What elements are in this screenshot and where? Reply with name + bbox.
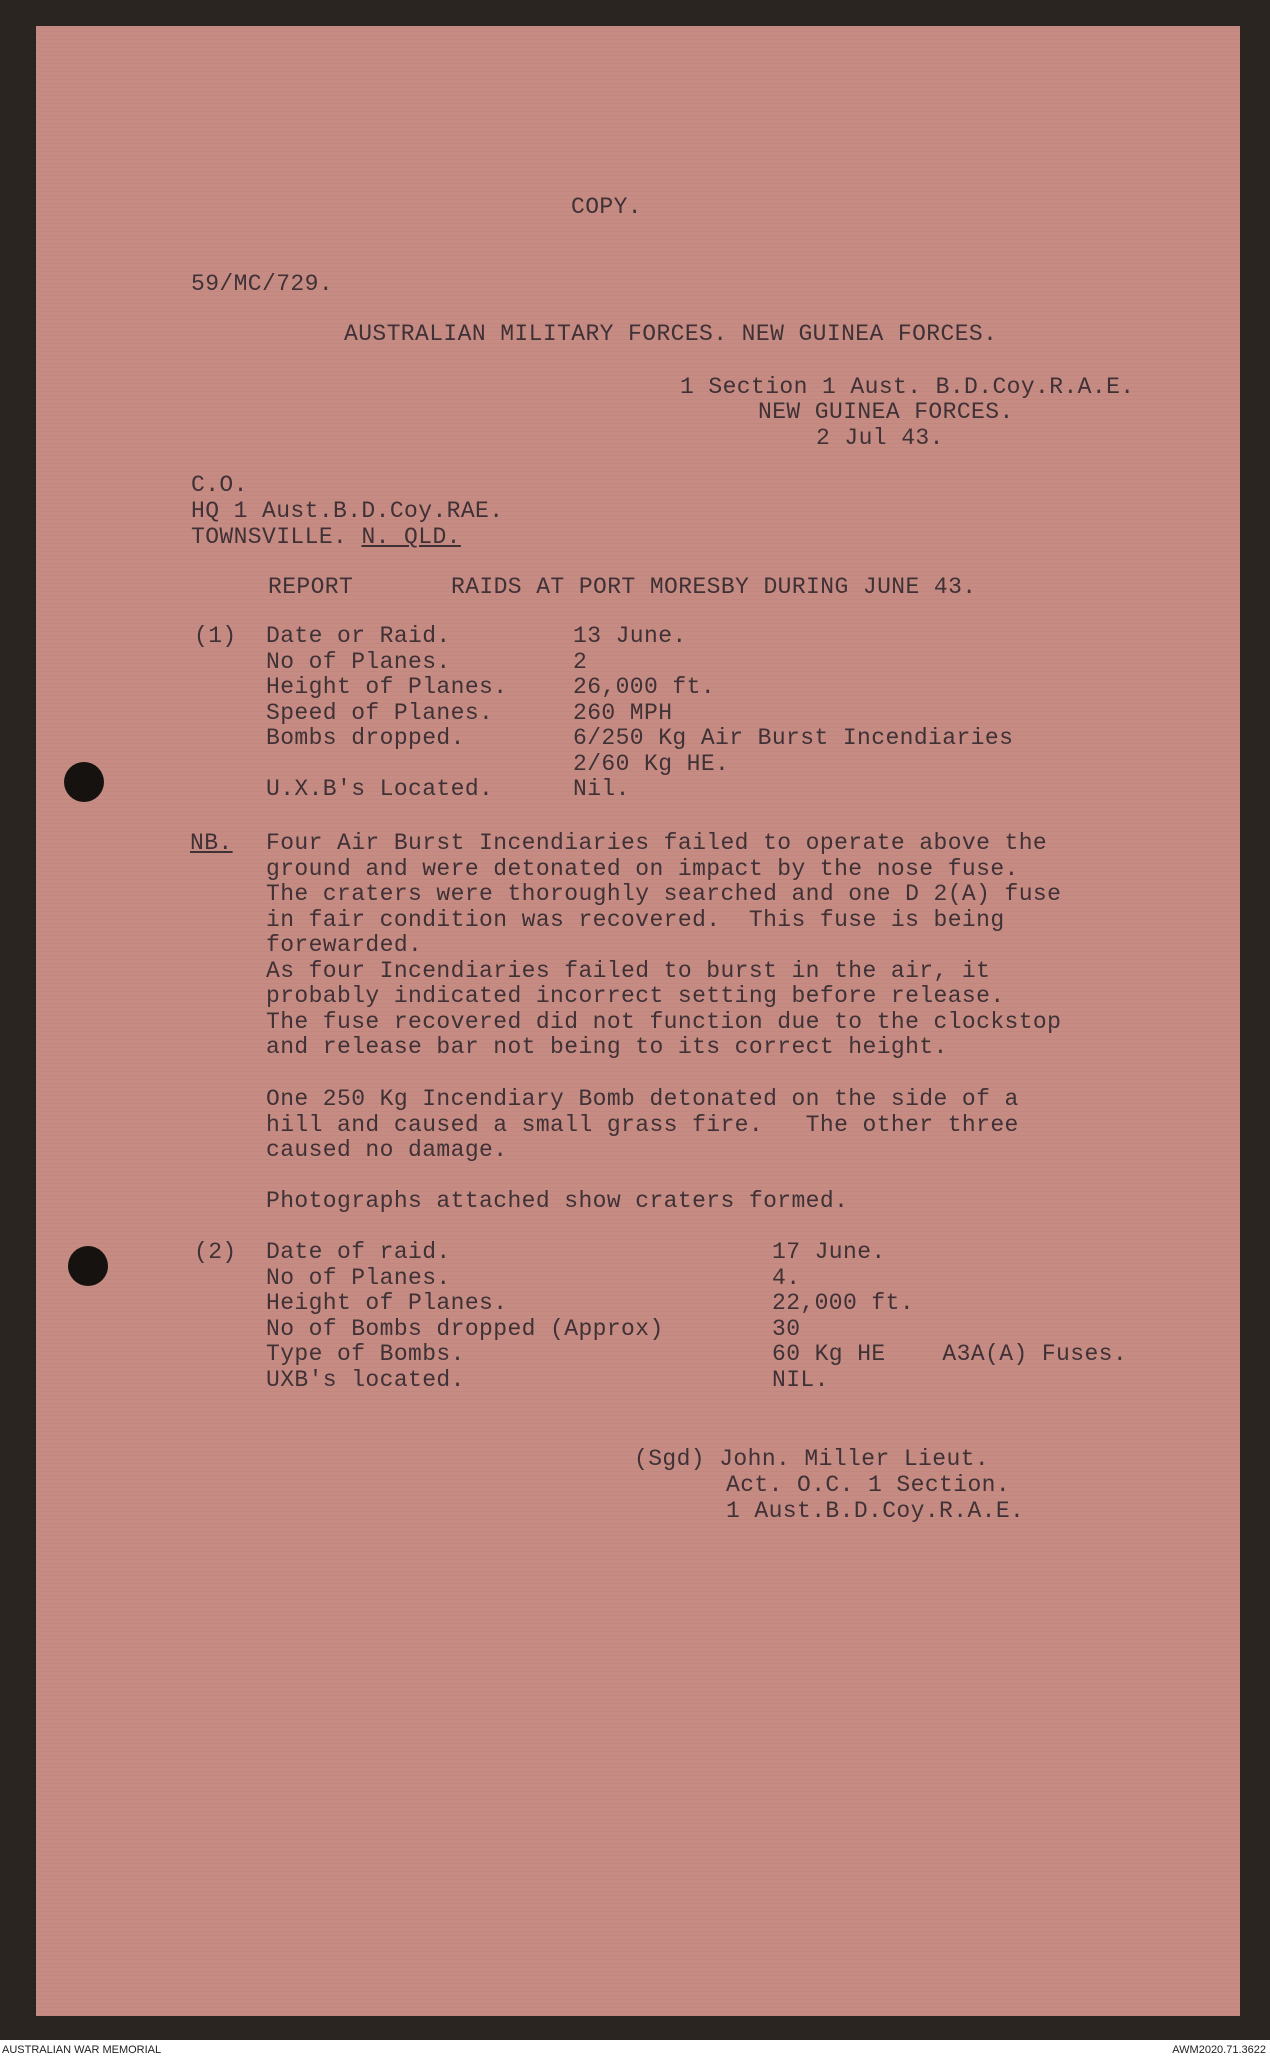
addressee-line-1: C.O. xyxy=(191,472,248,498)
raid-1-value: Nil. xyxy=(573,776,630,802)
footer-institution: AUSTRALIAN WAR MEMORIAL xyxy=(2,2044,162,2056)
nb-line: As four Incendiaries failed to burst in the air, it xyxy=(266,957,991,984)
nb-line: One 250 Kg Incendiary Bomb detonated on the side of a xyxy=(266,1086,1019,1112)
nb-line: forewarded. xyxy=(266,932,423,958)
raid-1-value: 2 xyxy=(573,648,588,675)
report-label: REPORT xyxy=(268,574,354,600)
nb-line: and release bar not being to its correct height. xyxy=(266,1034,948,1060)
report-subject: RAIDS AT PORT MORESBY DURING JUNE 43. xyxy=(451,574,977,600)
raid-2-label: Height of Planes. xyxy=(266,1290,508,1316)
addressee-line-2: HQ 1 Aust.B.D.Coy.RAE. xyxy=(191,498,504,524)
raid-2-label: No of Planes. xyxy=(266,1264,451,1291)
nb-line: hill and caused a small grass fire. The other three xyxy=(266,1111,1019,1138)
document-sheet xyxy=(36,26,1240,2016)
raid-1-value: 26,000 ft. xyxy=(573,674,716,700)
copy-mark: COPY. xyxy=(571,194,643,220)
signature-name: (Sgd) John. Miller Lieut. xyxy=(634,1446,990,1472)
raid-2-value: 4. xyxy=(772,1264,801,1291)
raid-2-label: No of Bombs dropped (Approx) xyxy=(266,1315,664,1342)
nb-line: in fair condition was recovered. This fuse is being xyxy=(266,906,1005,933)
raid-1-label: Speed of Planes. xyxy=(266,699,494,726)
raid-1-number: (1) xyxy=(194,623,237,649)
raid-1-label: Date or Raid. xyxy=(266,623,451,649)
raid-2-value: 22,000 ft. xyxy=(772,1290,915,1316)
nb-label: NB. xyxy=(190,830,233,856)
signature-title: Act. O.C. 1 Section. xyxy=(726,1472,1011,1498)
footer-catalogue-number: AWM2020.71.3622 xyxy=(1172,2044,1266,2056)
raid-1-value: 13 June. xyxy=(573,623,687,649)
punch-hole-top xyxy=(64,762,104,802)
nb-line: probably indicated incorrect setting before release. xyxy=(266,983,1005,1009)
raid-2-label: Date of raid. xyxy=(266,1239,451,1265)
file-reference: 59/MC/729. xyxy=(191,271,334,297)
raid-2-number: (2) xyxy=(194,1239,237,1265)
raid-1-label: Height of Planes. xyxy=(266,674,508,700)
nb-line: caused no damage. xyxy=(266,1137,508,1163)
signature-unit: 1 Aust.B.D.Coy.R.A.E. xyxy=(726,1498,1025,1524)
nb-line: The fuse recovered did not function due to the clockstop xyxy=(266,1008,1062,1035)
document-heading: AUSTRALIAN MILITARY FORCES. NEW GUINEA FORCES. xyxy=(344,321,998,347)
raid-2-label: Type of Bombs. xyxy=(266,1341,465,1367)
archive-footer xyxy=(0,2040,1270,2061)
raid-1-label: No of Planes. xyxy=(266,648,451,675)
raid-2-value: NIL. xyxy=(772,1366,829,1393)
sender-date: 2 Jul 43. xyxy=(816,425,944,451)
addressee-line-3: TOWNSVILLE. N. QLD. xyxy=(191,524,461,550)
nb-line: Four Air Burst Incendiaries failed to operate above the xyxy=(266,830,1048,856)
raid-1-label: U.X.B's Located. xyxy=(266,776,494,802)
nb-paragraph-3: Photographs attached show craters formed. xyxy=(266,1188,849,1214)
nb-line: The craters were thoroughly searched and one D 2(A) fuse xyxy=(266,881,1062,907)
punch-hole-bottom xyxy=(68,1246,108,1286)
sender-unit: 1 Section 1 Aust. B.D.Coy.R.A.E. xyxy=(680,374,1135,400)
raid-1-value: 6/250 Kg Air Burst Incendiaries xyxy=(573,725,1014,751)
sender-location: NEW GUINEA FORCES. xyxy=(758,399,1014,425)
raid-2-value: 30 xyxy=(772,1315,801,1342)
raid-1-value: 260 MPH xyxy=(573,699,673,726)
nb-line: ground and were detonated on impact by the nose fuse. xyxy=(266,855,1019,882)
raid-2-label: UXB's located. xyxy=(266,1366,465,1393)
raid-2-value: 60 Kg HE A3A(A) Fuses. xyxy=(772,1341,1128,1367)
raid-1-label: Bombs dropped. xyxy=(266,725,465,751)
raid-1-value: 2/60 Kg HE. xyxy=(573,750,730,777)
raid-2-value: 17 June. xyxy=(772,1239,886,1265)
